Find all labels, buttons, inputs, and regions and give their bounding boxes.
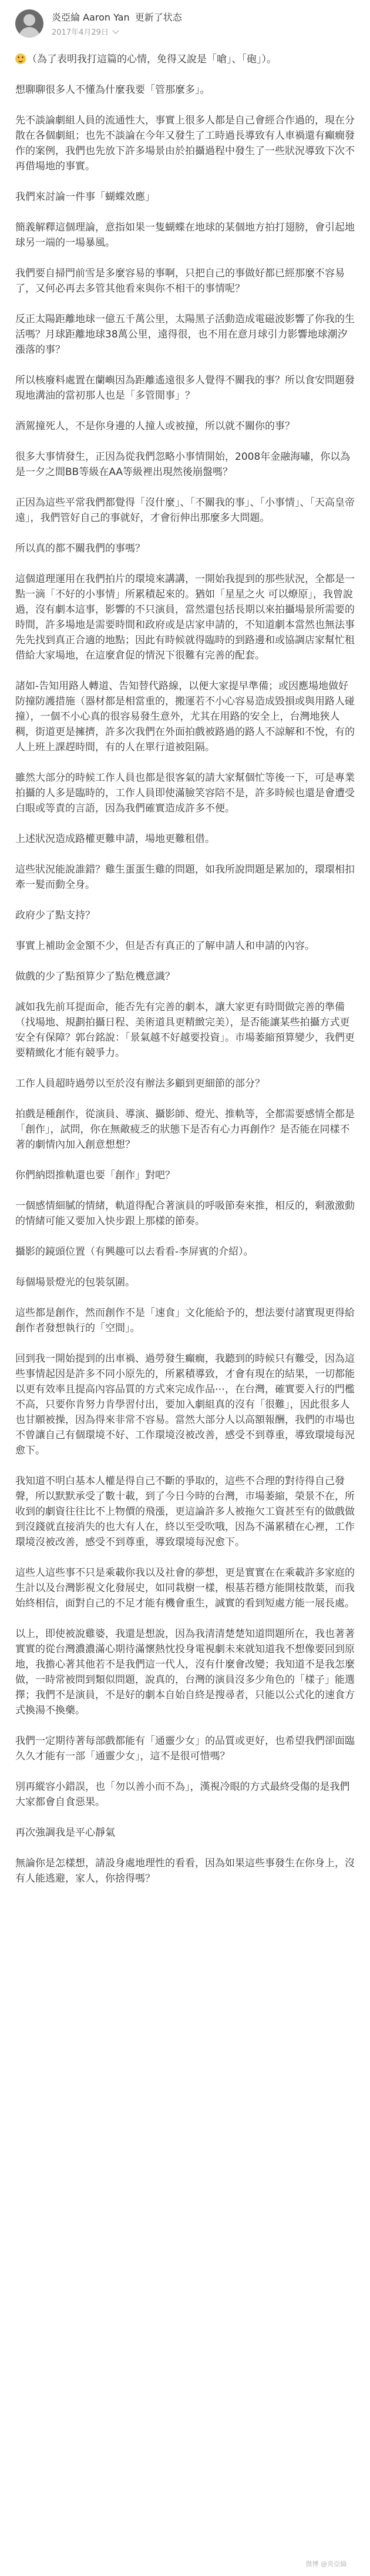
author-name[interactable]: 炎亞綸 Aaron Yan — [52, 12, 130, 23]
post-paragraph — [15, 969, 355, 984]
post-paragraph — [15, 831, 355, 847]
post-paragraph — [15, 541, 355, 556]
paragraph-text: 政府少了點支持？ — [15, 910, 95, 921]
paragraph-text: 我們要自掃門前雪是多麼容易的事啊，只把自己的事做好都已經那麼不容易了，又何必再去多管其他看來與你不相干的事情呢？ — [15, 268, 345, 295]
post-paragraph — [15, 449, 355, 480]
paragraph-text: 諸如-告知用路人轉道、告知替代路線，以便大家提早準備；或因應場地做好防撞防護措施（器材都是相當重的，搬運若不小心容易造成毀損或與用路人碰撞），一個不小心真的很容易發生意外，尤其在用路的安全上，台灣地狹人稠，街道更是擁擠，許多次我們在外面拍戲被路過的路人不諒解和不悅，有的人上班上課趕時間，有的人在單行道被阻隔。 — [15, 680, 355, 753]
post-action: 更新了状态 — [134, 12, 182, 23]
paragraph-text: 別再縱容小錯誤，也「勿以善小而不為」，漢視冷眼的方式最終受傷的是我們大家都會自食惡果。 — [15, 1781, 350, 1808]
paragraph-text: 正因為這些平常我們都覺得「沒什麼」、「不關我的事」、「小事情」、「天高皇帝遠」，我們管好自己的事就好，才會衍伸出那麼多大問題。 — [15, 497, 355, 524]
post-paragraph — [15, 1351, 355, 1458]
post-paragraph — [15, 1565, 355, 1611]
post-paragraph — [15, 189, 355, 205]
post-paragraph — [15, 1198, 355, 1229]
paragraph-text: 事實上補助金金額不少，但是否有真正的了解申請人和申請的內容。 — [15, 940, 315, 952]
post-paragraph — [15, 908, 355, 923]
post-paragraph — [15, 572, 355, 663]
post-paragraph — [15, 770, 355, 816]
post-paragraph — [15, 1825, 355, 1840]
paragraph-text: 無論你是怎樣想，請設身處地理性的看看，因為如果這些事發生在你身上，沒有人能逃避，家人，你捨得嗎？ — [15, 1857, 355, 1885]
paragraph-text: （為了表明我打這篇的心情，免得又說是「嗆」、「砲」）。 — [27, 54, 277, 65]
paragraph-text: 做戲的少了點預算少了點危機意識？ — [15, 971, 175, 983]
paragraph-text: 再次強調我是平心靜氣 — [15, 1827, 115, 1839]
paragraph-text: 我們一定期待著每部戲都能有「通靈少女」的品質或更好，也希望我們卻面臨久久才能有一部「通靈少女」，這不是很可惜嗎？ — [15, 1735, 355, 1762]
paragraph-text: 以上，即使被說雞婆，我還是想說，因為我清清楚楚知道問題所在，我也著著實實的從台灣濃濃滿心期待滿懷熱忱投身電視劇未來就知道我不想像要回到原地，我擔心著其他若不是我們這一代人，沒有什麼會改變；我知道不是我怎麼做，一時常被問到類似問題，說真的，台灣的演員沒多少角色的「樣子」能選擇；我們不是演員，不是好的劇本自始自終是搜尋者，只能以公式化的速食方式換湯不換藥。 — [15, 1628, 355, 1716]
post-paragraph — [15, 1168, 355, 1183]
watermark: 微博 @炎亞綸 — [305, 2560, 347, 2568]
post-paragraph — [15, 220, 355, 250]
post-body — [15, 52, 355, 1886]
paragraph-text: 一個感情細膩的情緒，軌道得配合著演員的呼吸節奏來推，相反的，剩激激動的情緒可能又要加入快步跟上那樣的節奏。 — [15, 1200, 355, 1227]
post-paragraph — [15, 82, 355, 98]
post-paragraph — [15, 679, 355, 755]
paragraph-text: 這些人這些事不只是乘載你我以及社會的夢想，更是實實在在乘載許多家庭的生計以及台灣影視文化發展史，如同栽樹一樣，根基若穩方能開枝散葉，而我始終相信，面對自己的不足才能有機會重生，誠實的看到短處方能一展長處。 — [15, 1567, 355, 1609]
paragraph-text: 所以真的都不關我們的事嗎？ — [15, 543, 145, 554]
smile-emoji-icon — [15, 54, 26, 64]
post-paragraph — [15, 113, 355, 174]
paragraph-text: 每個場景燈光的包裝氛圍。 — [15, 1277, 135, 1288]
paragraph-text: 我知道不明白基本人權是得自己不斷的爭取的，這些不合理的對待得自己發聲，所以默默承受了數十載，到了今日今時的台灣，市場萎縮，榮景不在，所收到的劇資往往比不上物價的飛漲，更這論許多人被拖欠工資甚至有的做戲做到沒錢就直接消失的也大有人在，終以至受吹哦，因為不滿累積在心裡，工作環境沒被改善，感受不到尊重，導致環境每況愈下。 — [15, 1475, 355, 1548]
post-paragraph — [15, 495, 355, 526]
post-paragraph — [15, 1275, 355, 1290]
paragraph-text: 想聊聊很多人不懂為什麼我要「管那麼多」。 — [15, 84, 210, 96]
post-paragraph — [15, 1244, 355, 1259]
post-paragraph — [15, 266, 355, 296]
chevron-down-icon[interactable] — [112, 27, 119, 34]
author-line — [52, 10, 182, 24]
post-paragraph — [15, 312, 355, 358]
post-paragraph — [15, 52, 355, 67]
post-paragraph — [15, 1000, 355, 1061]
paragraph-text: 上述狀況造成路權更難申請，場地更難租借。 — [15, 833, 215, 845]
paragraph-text: 所以核廢料處置在蘭嶼因為距離遙遠很多人覺得不關我的事？所以食安問題發現地溝油的當初那人也是「多管閒事」？ — [15, 375, 355, 402]
post-paragraph — [15, 938, 355, 954]
post-paragraph — [15, 1733, 355, 1764]
paragraph-text: 我們來討論一件事「蝴蝶效應」 — [15, 191, 155, 203]
paragraph-text: 這些狀況能說誰錯？雞生蛋蛋生雞的問題，如我所說問題是累加的，環環相扣牽一髮而動全身。 — [15, 864, 355, 891]
paragraph-text: 這些都是創作，然而創作不是「速食」文化能給予的，想法要付諸實現更得給創作者發想執行的「空間」。 — [15, 1307, 355, 1334]
post-paragraph — [15, 1779, 355, 1810]
paragraph-text: 先不談論劇組人員的流通性大，事實上很多人都是自己會經合作過的，現在分散在各個劇組；也先不談論在今年又發生了工時過長導致有人車禍還有癲癇發作的案例，我們也先放下許多場景由於拍攝過程中發生了一些狀況導致下次不再借場地的事實。 — [15, 115, 355, 172]
post-paragraph — [15, 373, 355, 403]
paragraph-text: 回到我一開始提到的出車禍、過勞發生癲癇，我聽到的時候只有難受，因為這些事情起因是許多不同小原先的，所累積導致，才會有現在的結果，一切都能以更有效率且提高內容品質的方式來完成作品⋯，在台灣，確實要入行的門檻不高，只要你肯努力肯學習付出，要加入劇組真的沒有「很難」，因此很多人也甘願被操，因為得來非常不容易。當然大部分人以高額報酬，我們的市場也不曾讓自己有個環境不好、工作環境沒被改善，感受不到尊重，導致環境每況愈下。 — [15, 1353, 355, 1456]
post-timestamp-row[interactable] — [52, 26, 182, 37]
paragraph-text: 誠如我先前耳提面命，能否先有完善的劇本，讓大家更有時間做完善的準備（找場地、規劃拍攝日程、美術道具更精緻完美），是否能讓某些拍攝方式更安全有保障？郭台銘說：「景氣越不好越要投資」。市場萎縮預算變少，我們更要精緻化才能有競爭力。 — [15, 1001, 355, 1059]
author-avatar[interactable] — [15, 9, 43, 38]
post-timestamp: 2017年4月29日 — [52, 28, 109, 37]
post-meta — [52, 10, 182, 37]
paragraph-text: 酒駕撞死人，不是你身邊的人撞人或被撞，所以就不關你的事？ — [15, 420, 295, 432]
paragraph-text: 拍戲是種創作，從演員、導演、攝影師、燈光、推軌等，全都需要感情全都是「創作」，試問，你在無敵疲乏的狀態下是否有心力再創作？是否能在同樣不著的劇情內加入創意想想？ — [15, 1108, 355, 1151]
paragraph-text: 反正太陽距離地球一億五千萬公里，太陽黑子活動造成電磁波影響了你我的生活嗎？月球距離地球38萬公里，遠得很，也不用在意月球引力影響地球潮汐漲落的事？ — [15, 313, 355, 356]
post-paragraph — [15, 1626, 355, 1718]
paragraph-text: 攝影的鏡頭位置（有興趣可以去看看-李屏賓的介紹）。 — [15, 1246, 254, 1258]
post-paragraph — [15, 1856, 355, 1886]
post-header — [15, 6, 355, 41]
paragraph-text: 工作人員超時過勞以至於沒有辦法多顧到更細節的部分？ — [15, 1078, 265, 1090]
post-paragraph — [15, 419, 355, 434]
paragraph-text: 你們納悶推軌還也要「創作」對吧？ — [15, 1170, 175, 1181]
paragraph-text: 簡義解釋這個理論，意指如果一隻蝴蝶在地球的某個地方拍打翅膀，會引起地球另一端的一場暴風。 — [15, 222, 355, 249]
post-paragraph — [15, 1305, 355, 1336]
post-paragraph — [15, 862, 355, 893]
post-paragraph — [15, 1107, 355, 1152]
paragraph-text: 這個道理運用在我們拍片的環境來講講，一開始我提到的那些狀況，全都是一點一滴「不好的小事情」所累積起來的。猶如「星星之火 可以燎原」，我曾說過，沒有劇本這事，影響的不只演員，當然還包括長期以來拍攝場景所需要的時間，許多場地是需要時間和政府或是店家申請的，不知道劇本當然也無法事先先找到真正合適的地點；因此有時候就得臨時的到路邊和或協調店家幫忙租借給大家場地，在這麼倉促的情況下很難有完善的配套。 — [15, 573, 355, 661]
post-paragraph — [15, 1474, 355, 1550]
paragraph-text: 雖然大部分的時候工作人員也都是很客氣的請大家幫個忙等後一下，可是專業拍攝的人多是臨時的，工作人員即使滿臉笑容陪不是，許多時候也還是會遭受白眼或等責的言語，因為我們確實造成許多不便。 — [15, 772, 355, 814]
paragraph-text: 很多大事情發生，正因為從我們忽略小事情開始，2008年金融海嘯，你以為是一夕之間BB等級在AA等級裡出現然後崩盤嗎？ — [15, 451, 351, 478]
post-paragraph — [15, 1076, 355, 1091]
